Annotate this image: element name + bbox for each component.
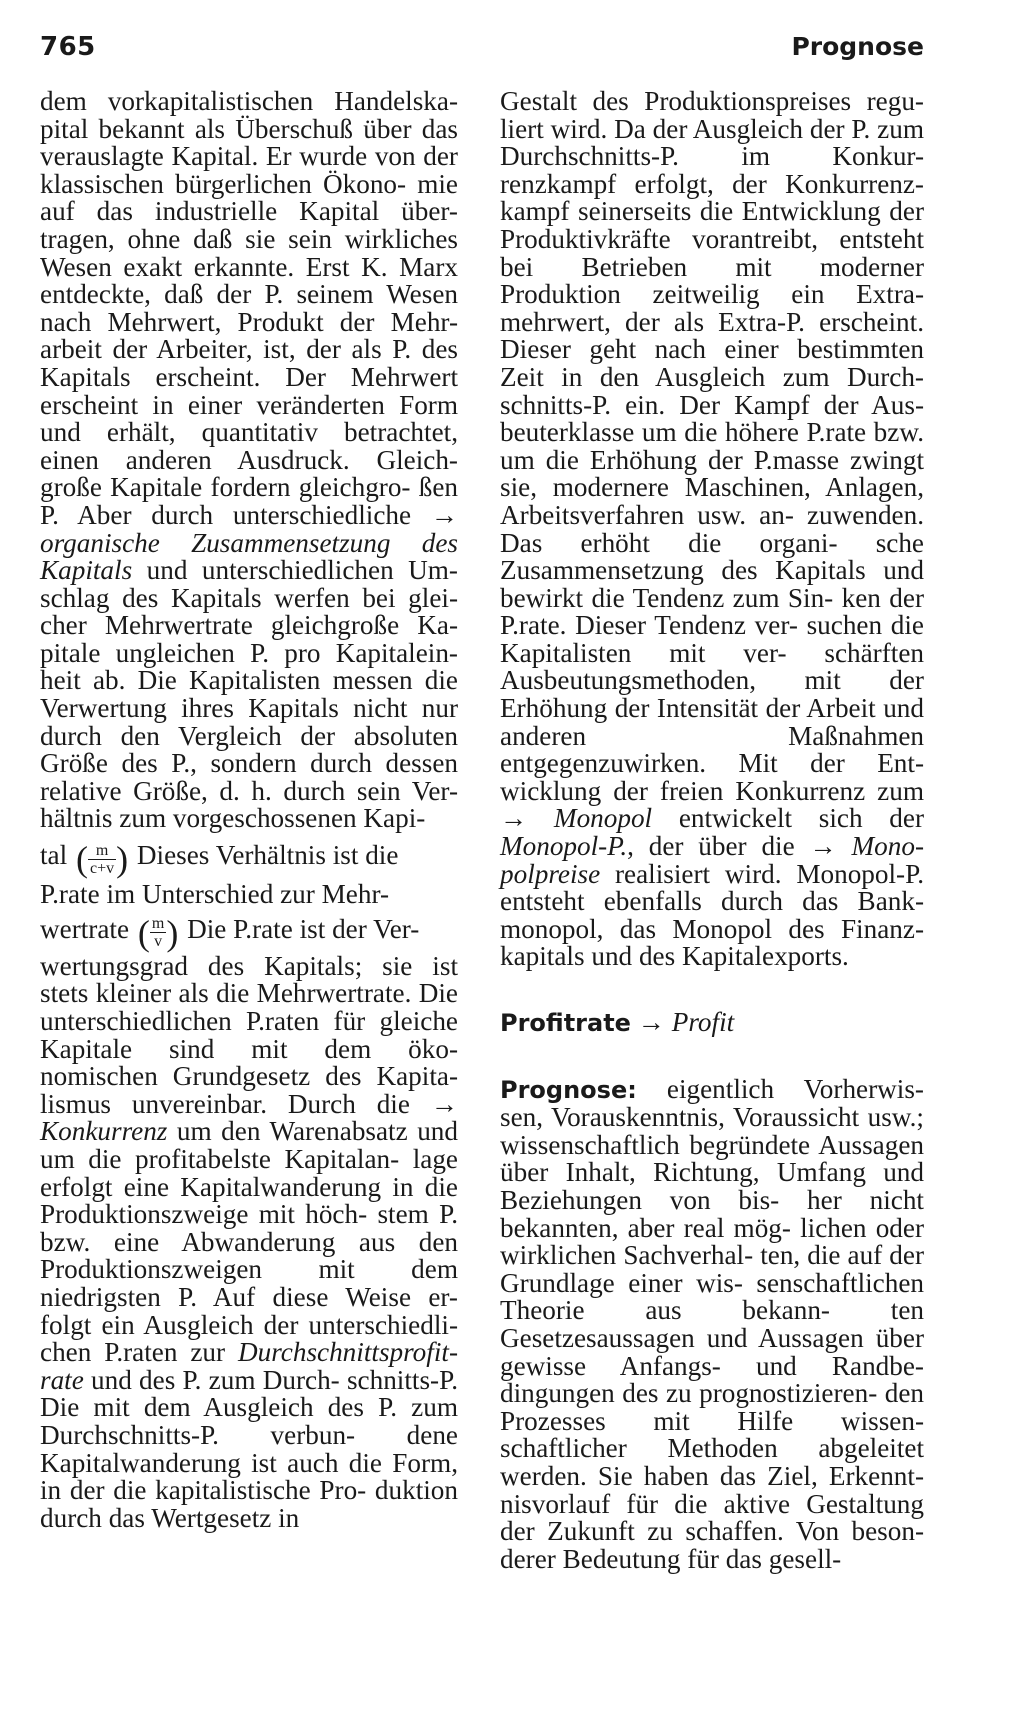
cross-reference-link[interactable]: Konkurrenz <box>40 1116 168 1147</box>
profit-entry-continuation <box>40 950 458 1533</box>
cross-reference-link[interactable]: organische Zusammensetzung des Kapitals <box>40 527 458 586</box>
cross-reference-arrow: → <box>637 1007 665 1037</box>
entry-term: Profitrate <box>500 1009 631 1037</box>
fraction-denominator: v <box>154 933 163 951</box>
cross-reference-arrow: → <box>809 831 837 862</box>
paragraph-text: dem vorkapitalistischen Handelska- pital bekannt als Überschuß über das verauslagte Kapital. Er wurde von der klassischen bürgerlichen Ökono- mie auf das industrielle Kapital über- tragen, ohne daß sie sein wirkliches Wesen exakt erkannte. Erst K. Marx entdeckte, daß der P. seinem Wesen nach Mehrwert, Produkt der Mehr- arbeit der Arbeiter, ist, der als P. des Kapitals erscheint. Der Mehrwert erscheint in einer veränderten Form und erhält, quantitativ betrachtet, einen anderen Ausdruck. Gleich- große Kapitale fordern gleichgro- ßen P. Aber durch unterschiedliche <box>40 86 458 530</box>
paragraph-text: wertungsgrad des Kapitals; sie ist stets kleiner als die Mehrwertrate. Die unterschiedlichen P.raten für gleiche Kapitale sind mit dem öko- nomischen Grundgesetz des Kapita- lismus unvereinbar. Durch die <box>40 950 458 1119</box>
left-column <box>40 88 458 1532</box>
cross-reference-link[interactable]: Mono- polpreise <box>500 831 924 889</box>
formula-line <box>40 833 458 881</box>
paragraph-text: Die P.rate ist der Ver- <box>180 913 420 944</box>
cross-reference-arrow: → <box>500 803 528 834</box>
profit-rate-fraction: ( $\frac{m}{c+v}$ ) <box>75 839 129 880</box>
fraction-denominator: c+v <box>89 859 115 877</box>
right-column <box>500 88 924 1573</box>
surplus-rate-fraction: ( $\frac{m}{v}$ ) <box>137 912 179 953</box>
entry-term: Prognose: <box>500 1075 637 1104</box>
cross-reference-link[interactable]: Monopol-P. <box>500 831 628 862</box>
fraction-numerator: m <box>88 842 116 860</box>
paragraph-text: tal <box>40 840 74 871</box>
formula-line <box>40 909 458 953</box>
cross-reference-link[interactable]: Monopol <box>553 803 653 834</box>
paragraph-text: wertrate <box>40 913 136 944</box>
cross-reference-link[interactable]: Profit <box>671 1007 735 1037</box>
paragraph-text: eigentlich Vorherwis- sen, Vorauskenntnis, Voraussicht usw.; wissenschaftlich begründete Aussagen über Inhalt, Richtung, Umfang und Beziehungen von bis- her nicht bekannten, aber real mög- lichen oder wirklichen Sachverhal- ten, die auf der Grundlage einer wis- senschaftlichen Theorie aus bekann- ten Gesetzesaussagen und Aussagen über gewisse Anfangs- und Randbe- dingungen des zu prognostizieren- den Prozesses mit Hilfe wissen- schaftlicher Methoden abgeleitet werden. Sie haben das Ziel, Erkennt- nisvorlauf für die aktive Gestaltung der Zukunft zu schaffen. Von beson- derer Bedeutung für das gesell- <box>500 1073 924 1574</box>
paragraph-text: realisiert wird. Monopol-P. entsteht ebenfalls durch das Bank- monopol, das Monopol des Finanz- kapitals und des Kapitalexports. <box>500 858 924 972</box>
paragraph-text: P.rate im Unterschied zur Mehr- <box>40 879 390 910</box>
paragraph-text: entwickelt sich der <box>652 803 925 834</box>
page-number: 765 <box>40 32 96 62</box>
profit-entry-continuation <box>500 88 924 971</box>
entry-spacer <box>500 1038 924 1076</box>
entry-spacer <box>500 971 924 1009</box>
entry-prognose <box>500 1073 924 1574</box>
cross-reference-arrow: → <box>430 499 458 530</box>
paragraph-text: und des P. zum Durch- schnitts-P. Die mit dem Ausgleich des P. zum Durchschnitts-P. verbun- dene Kapitalwanderung ist auch die Form, in der die kapitalistische Pro- duktion durch das Wertgesetz in <box>40 1364 458 1533</box>
paragraph-text: Gestalt des Produktionspreises regu- liert wird. Da der Ausgleich der P. zum Durchschnitts-P. im Konkur- renzkampf erfolgt, der Konkurrenz- kampf seinerseits die Entwicklung der Produktivkräfte vorantreibt, entsteht bei Betrieben mit moderner Produktion zeitweilig ein Extra- mehrwert, der als Extra-P. erscheint. Dieser geht nach einer bestimmten Zeit in den Ausgleich zum Durch- schnitts-P. ein. Der Kampf der Aus- beuterklasse um die höhere P.rate bzw. um die Erhöhung der P.masse zwingt sie, modernere Maschinen, Anlagen, Arbeitsverfahren usw. an- zuwenden. Das erhöht die organi- sche Zusammensetzung des Kapitals und bewirkt die Tendenz zum Sin- ken der P.rate. Dieser Tendenz ver- suchen die Kapitalisten mit ver- schärften Ausbeutungsmethoden, mit der Erhöhung der Intensität der Arbeit und anderen Maßnahmen entgegenzuwirken. Mit der Ent- wicklung der freien Konkurrenz zum <box>500 86 924 806</box>
cross-reference-arrow: → <box>430 1088 458 1119</box>
entry-profitrate <box>500 1009 924 1038</box>
paragraph-text: um den Warenabsatz und um die profitabelste Kapitalan- lage erfolgt eine Kapitalwanderung in die Produktionszweige mit höch- stem P. bzw. eine Abwanderung aus den Produktionszweigen mit dem niedrigsten P. Auf diese Weise er- folgt ein Ausgleich der unterschiedli- chen P.raten zur <box>40 1116 458 1368</box>
profit-entry-continuation <box>40 88 458 833</box>
fraction-numerator: m <box>151 915 165 933</box>
running-head: Prognose <box>791 32 924 61</box>
cross-reference-link[interactable]: Durchschnittsprofit- rate <box>40 1337 458 1395</box>
paragraph-text: , der über die <box>627 831 810 862</box>
paragraph-text: und unterschiedlichen Um- schlag des Kapitals werfen bei glei- cher Mehrwertrate gleichgroße Ka- pitale ungleichen P. pro Kapitalein- heit ab. Die Kapitalisten messen die Verwertung ihres Kapitals nicht nur durch den Vergleich der absoluten Größe des P., sondern durch dessen relative Größe, d. h. durch sein Ver- hältnis zum vorgeschossenen Kapi- <box>40 555 458 834</box>
paragraph-text: Dieses Verhältnis ist die <box>130 840 399 871</box>
